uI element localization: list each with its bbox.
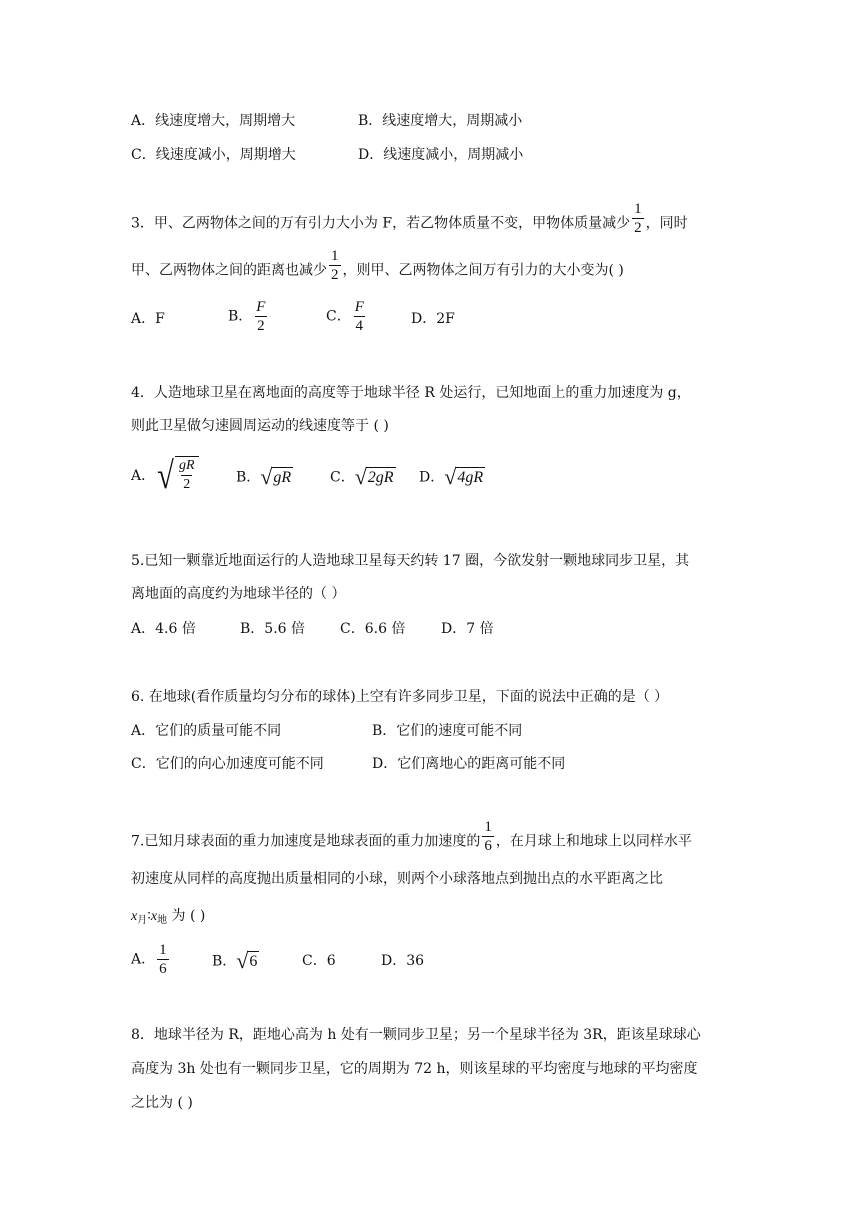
- q3-text: 3．甲、乙两物体之间的万有引力大小为 F，若乙物体质量不变，甲物体质量减少: [131, 215, 631, 232]
- q2-option-a: A．线速度增大，周期增大: [131, 113, 296, 129]
- q4-option-d-sqrt: √ 4gR: [444, 464, 484, 489]
- q4-option-a-sqrt: √ $\frac{gR}{2}$: [155, 456, 198, 496]
- q5-stem-line1: 5.已知一颗靠近地面运行的人造地球卫星每天约转 17 圈，今欲发射一颗地球同步卫星，其: [131, 553, 690, 569]
- q3-text: 甲、乙两物体之间的距离也减少: [131, 262, 327, 279]
- q3-option-a: A．F: [131, 311, 165, 327]
- q5-option-a: A．4.6 倍: [131, 621, 196, 637]
- q7-option-a: A． $\frac{1}{6}$: [131, 942, 167, 977]
- q4-option-a: A． √ $\frac{gR}{2}$: [131, 456, 199, 496]
- q7-option-a-fraction: $\frac{1}{6}$: [159, 942, 167, 977]
- q6-option-b: B．它们的速度可能不同: [372, 723, 523, 739]
- q3-stem-line1: [131, 201, 688, 237]
- q3-option-d: D．2F: [411, 311, 455, 327]
- q7-option-c: C．6: [302, 953, 336, 969]
- q7-fraction: $\frac{1}{6}$: [484, 819, 492, 854]
- q5-stem-line2: 离地面的高度约为地球半径的（ ）: [131, 586, 346, 602]
- q7-stem-line2: 初速度从同样的高度抛出质量相同的小球，则两个小球落地点到抛出点的水平距离之比: [131, 871, 663, 887]
- q8-stem-line3: 之比为 ( ): [131, 1095, 193, 1111]
- q2-option-b: B．线速度增大，周期减小: [358, 113, 523, 129]
- q3-option-b-fraction: $\frac{F}{2}$: [256, 299, 266, 334]
- q5-option-d: D．7 倍: [441, 621, 494, 637]
- q7-option-b: B． √ 6: [212, 948, 258, 973]
- q7-text: 7.已知月球表面的重力加速度是地球表面的重力加速度的: [131, 833, 481, 850]
- q7-option-d: D．36: [381, 953, 425, 969]
- q3-option-b: B． $\frac{F}{2}$: [228, 299, 266, 334]
- q3-option-c: C． $\frac{F}{4}$: [326, 299, 364, 334]
- q3-text: ，则甲、乙两物体之间万有引力的大小变为( ): [342, 262, 624, 279]
- q4-stem-line2: 则此卫星做匀速圆周运动的线速度等于 ( ): [131, 418, 389, 434]
- q4-option-b-sqrt: √ gR: [260, 464, 292, 489]
- q4-option-c: C． √ 2gR: [330, 464, 394, 489]
- q4-stem-line1: 4．人造地球卫星在离地面的高度等于地球半径 R 处运行，已知地面上的重力加速度为 g，: [131, 385, 691, 401]
- q4-option-c-sqrt: √ 2gR: [354, 464, 394, 489]
- q8-stem-line2: 高度为 3h 处也有一颗同步卫星，它的周期为 72 h，则该星球的平均密度与地球的平均密度: [131, 1061, 698, 1077]
- q8-stem-line1: 8．地球半径为 R，距地心高为 h 处有一颗同步卫星；另一个星球半径为 3R，距该星球球心: [131, 1027, 701, 1043]
- q4-option-d: D． √ 4gR: [419, 464, 484, 489]
- q5-option-c: C．6.6 倍: [340, 621, 406, 637]
- q6-option-c: C．它们的向心加速度可能不同: [131, 756, 324, 772]
- q5-option-b: B．5.6 倍: [240, 621, 306, 637]
- q7-option-b-sqrt: √ 6: [236, 948, 258, 973]
- q2-option-c: C．线速度减小，周期增大: [131, 147, 296, 163]
- q7-stem-line1: [131, 819, 692, 855]
- q6-option-a: A．它们的质量可能不同: [131, 723, 282, 739]
- q3-fraction: $\frac{1}{2}$: [634, 201, 642, 236]
- q4-option-b: B． √ gR: [236, 464, 292, 489]
- q7-text: ，在月球上和地球上以同样水平: [495, 833, 692, 850]
- q6-stem-line1: 6. 在地球(看作质量均匀分布的球体)上空有许多同步卫星，下面的说法中正确的是（ ）: [131, 689, 669, 705]
- q6-option-d: D．它们离地心的距离可能不同: [372, 756, 566, 772]
- q7-stem-line3: $x_月∶x_地$ 为 ( ): [131, 908, 206, 926]
- q3-text: ，同时: [645, 215, 688, 232]
- q3-option-c-fraction: $\frac{F}{4}$: [354, 299, 364, 334]
- q3-fraction: $\frac{1}{2}$: [331, 248, 339, 283]
- q3-stem-line2: [131, 248, 624, 284]
- q2-option-d: D．线速度减小，周期减小: [358, 147, 524, 163]
